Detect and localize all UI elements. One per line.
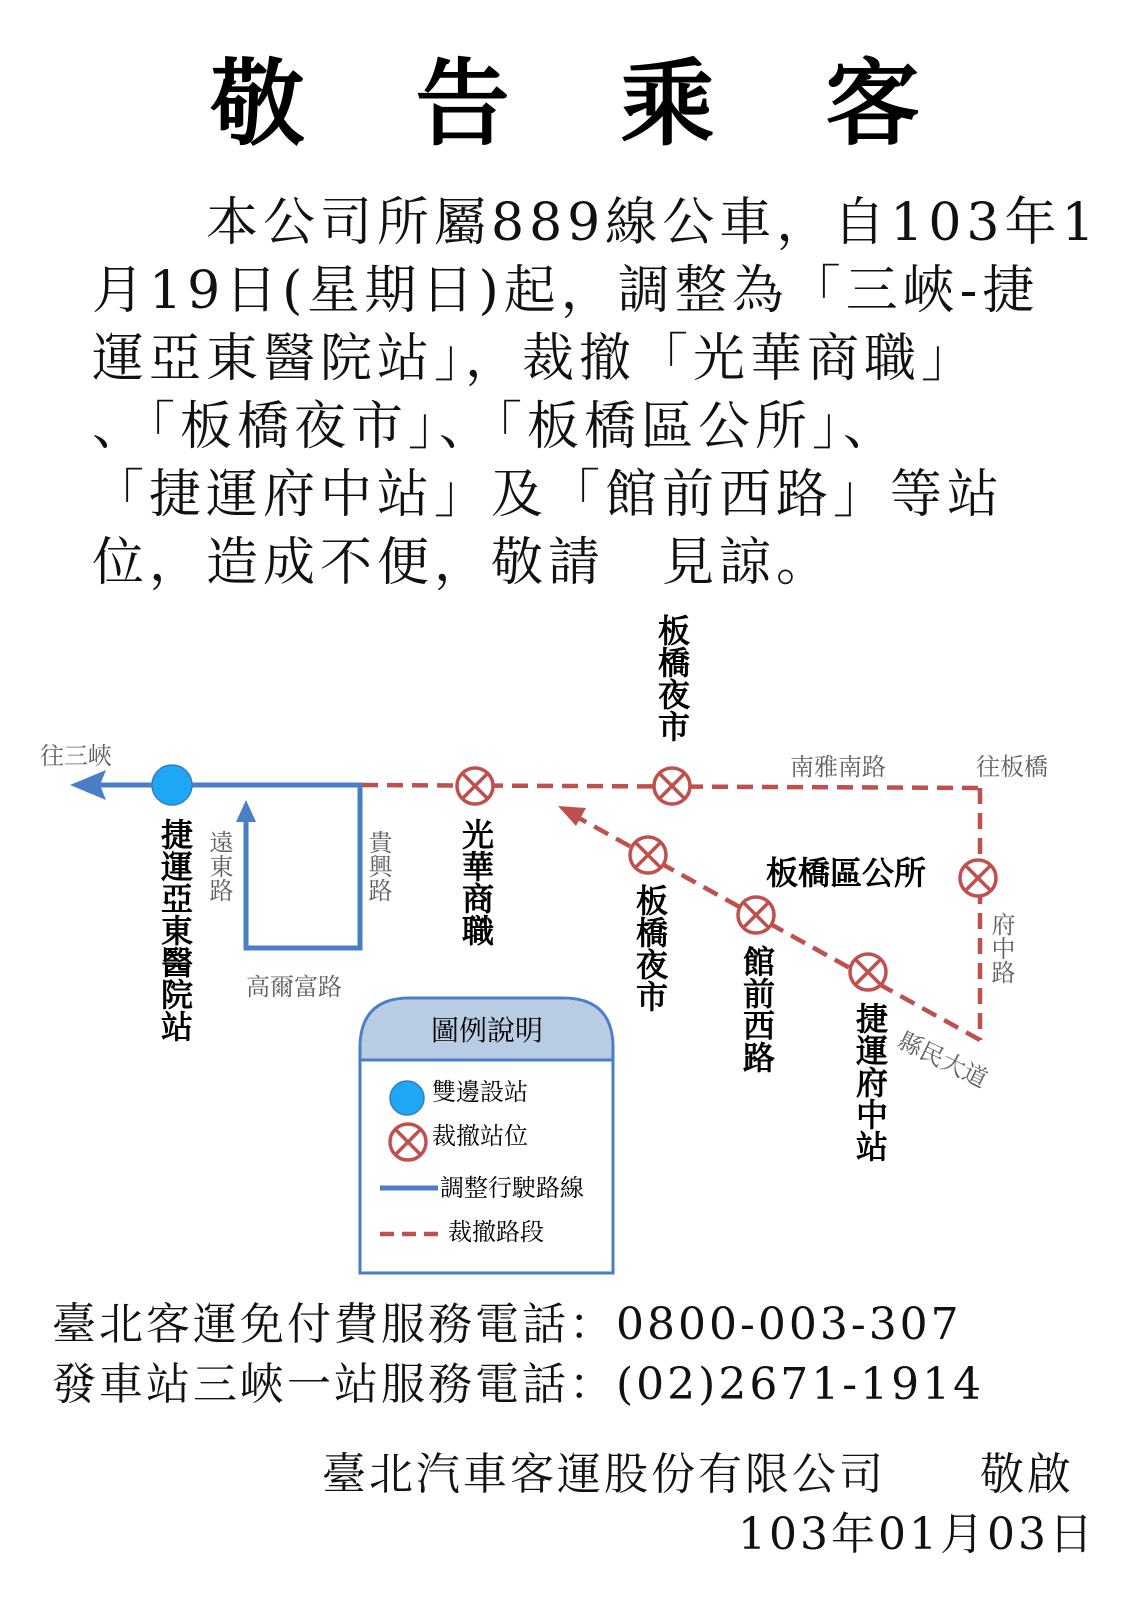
notice-line-2: 月19日(星期日)起，調整為「三峽-捷: [92, 261, 1040, 321]
removed-marker-guanqian-west: [738, 897, 774, 933]
company-signature: 臺北汽車客運股份有限公司 敬啟: [322, 1449, 1074, 1500]
kept-station-marker: [152, 765, 192, 805]
road-label-gaolifu: 高爾富路: [246, 973, 342, 1001]
removed-marker-banqiao-night-market-north: [654, 768, 690, 804]
removed-marker-guanghua: [457, 768, 493, 804]
road-label-fuzhong: 府中路: [987, 912, 1015, 984]
notice-line-4: 、「板橋夜市」、「板橋區公所」、: [92, 397, 901, 457]
legend-removed-section-label: 裁撤路段: [448, 1218, 544, 1246]
station-label-banqiao-night-market-south: 板橋夜市: [631, 884, 669, 1012]
station-label-banqiao-district-office: 板橋區公所: [766, 854, 927, 892]
direction-label-west: 往三峽: [40, 742, 112, 770]
map-legend: [360, 998, 613, 1273]
station-label-banqiao-night-market-north: 板橋夜市: [653, 614, 691, 742]
notice-line-5: 「捷運府中站」及「館前西路」等站: [92, 465, 1005, 525]
legend-removed-stop-label: 裁撤站位: [432, 1122, 528, 1150]
removed-marker-banqiao-night-market-south: [630, 837, 666, 873]
road-label-nanya-south: 南雅南路: [790, 753, 886, 781]
station-label-kept: 捷運亞東醫院站: [156, 818, 194, 1042]
title-char-3: 乘: [620, 50, 715, 159]
station-label-guanqian-west: 館前西路: [738, 945, 776, 1073]
title-char-1: 敬: [210, 50, 305, 159]
route-change-map: [0, 600, 1130, 1290]
legend-both-sides-icon: [390, 1081, 424, 1115]
notice-line-1: 本公司所屬889線公車，自103年1: [92, 193, 1100, 253]
notice-date: 103年01月03日: [738, 1509, 1096, 1560]
station-label-fuzhong-mrt: 捷運府中站: [851, 1002, 889, 1162]
direction-label-east: 往板橋: [976, 753, 1048, 781]
legend-both-sides-label: 雙邊設站: [432, 1078, 528, 1106]
removed-marker-banqiao-district-office: [960, 860, 996, 896]
depot-phone: 發車站三峽一站服務電話：(02)2671-1914: [52, 1359, 985, 1410]
legend-removed-stop-icon: [390, 1124, 426, 1160]
road-label-yuandong: 遠東路: [205, 830, 233, 902]
removed-direction-arrowhead: [558, 806, 586, 826]
hotline-phone: 臺北客運免付費服務電話：0800-003-307: [52, 1299, 962, 1350]
title-char-2: 告: [415, 50, 510, 159]
title-char-4: 客: [825, 50, 920, 159]
legend-adjusted-route-label: 調整行駛路線: [440, 1174, 584, 1202]
station-label-guanghua: 光華商職: [457, 818, 495, 946]
notice-title: [0, 50, 1130, 160]
road-label-xianmin: 縣民大道: [893, 1026, 992, 1094]
notice-line-6: 位，造成不便，敬請 見諒。: [92, 533, 834, 593]
north-arrowhead: [236, 800, 256, 822]
removed-marker-fuzhong-mrt: [850, 954, 886, 990]
notice-line-3: 運亞東醫院站」，裁撤「光華商職」: [92, 329, 979, 389]
road-label-guixing: 貴興路: [364, 830, 392, 902]
legend-title: 圖例說明: [430, 1014, 544, 1047]
